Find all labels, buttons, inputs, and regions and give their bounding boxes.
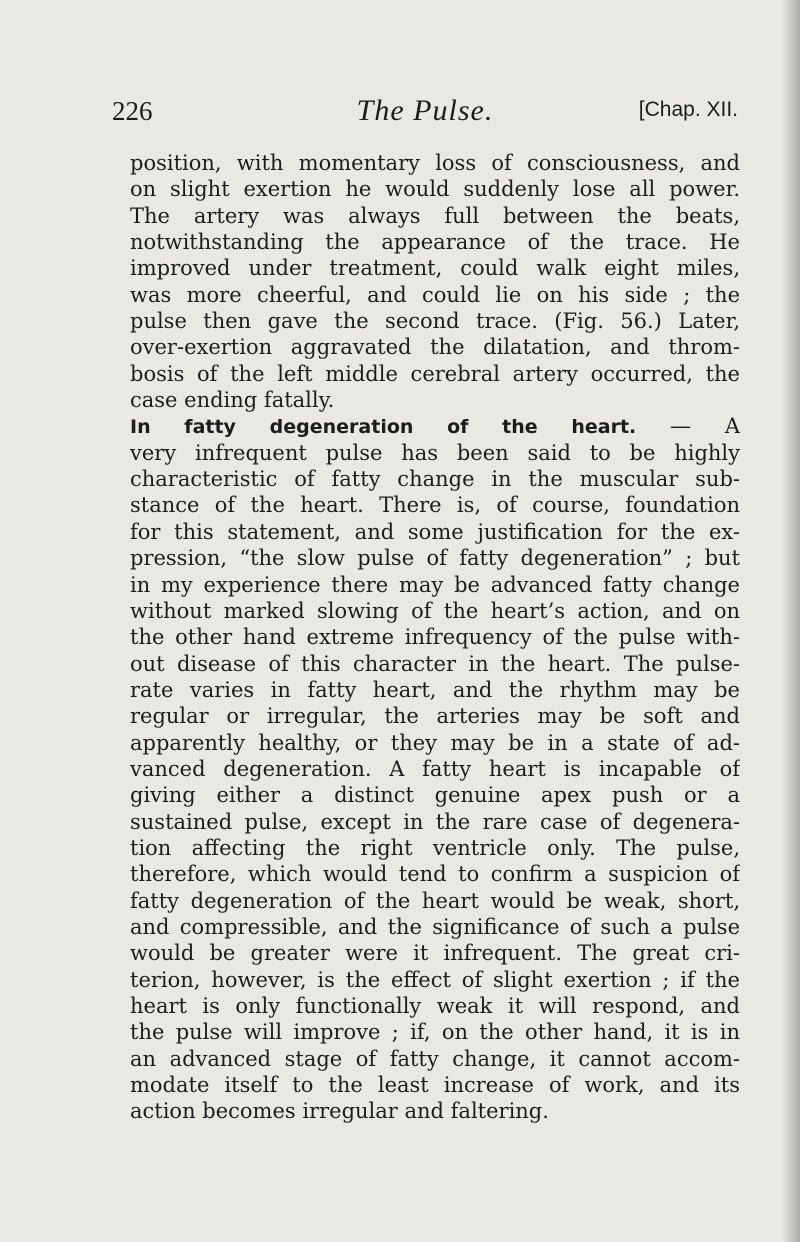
running-head bbox=[112, 96, 738, 136]
text-line: tion affecting the right ventricle only. The pulse, bbox=[130, 835, 740, 860]
text-line: out disease of this character in the heart. The pulse- bbox=[130, 651, 740, 676]
text-line: was more cheerful, and could lie on his side ; the bbox=[130, 282, 740, 307]
text-line: pulse then gave the second trace. (Fig. 56.) Later, bbox=[130, 309, 740, 334]
text-line: characteristic of fatty change in the muscular sub- bbox=[130, 467, 740, 492]
text-line: notwithstanding the appearance of the trace. He bbox=[130, 230, 740, 255]
text-line: position, with momentary loss of consciousness, and bbox=[130, 151, 740, 175]
text-line: the pulse will improve ; if, on the other hand, it is in bbox=[130, 1020, 740, 1045]
text-line: action becomes irregular and faltering. bbox=[130, 1099, 549, 1124]
text-line: the other hand extreme infrequency of the pulse with- bbox=[130, 625, 740, 650]
text-line: improved under treatment, could walk eight miles, bbox=[130, 256, 740, 281]
text-line: heart is only functionally weak it will respond, and bbox=[130, 994, 740, 1018]
text-line: bosis of the left middle cerebral artery occurred, the bbox=[130, 361, 740, 386]
page-number: 226 bbox=[112, 96, 153, 126]
text-line: case ending fatally. bbox=[130, 388, 335, 413]
text-line: sustained pulse, except in the rare case of degenera- bbox=[130, 809, 740, 834]
text-line: giving either a distinct genuine apex push or a bbox=[130, 783, 740, 808]
text-line: pression, “the slow pulse of fatty degeneration” ; but bbox=[130, 546, 740, 571]
text-line: apparently healthy, or they may be in a state of ad- bbox=[130, 730, 740, 755]
text-line: modate itself to the least increase of work, and its bbox=[130, 1073, 740, 1098]
text-line: vanced degeneration. A fatty heart is incapable of bbox=[130, 756, 740, 781]
running-title: The Pulse. bbox=[356, 94, 494, 127]
text-line: over-exertion aggravated the dilatation, and throm- bbox=[130, 335, 740, 360]
text-line: therefore, which would tend to confirm a suspicion of bbox=[130, 862, 740, 887]
text-line: without marked slowing of the heart’s action, and on bbox=[130, 598, 740, 623]
text-line: and compressible, and the significance of such a pulse bbox=[130, 914, 740, 939]
section-heading-line bbox=[130, 413, 740, 439]
text-line: rate varies in fatty heart, and the rhythm may be bbox=[130, 677, 740, 702]
text-line: an advanced stage of fatty change, it cannot accom- bbox=[130, 1046, 740, 1071]
text-line: terion, however, is the effect of slight exertion ; if the bbox=[130, 967, 740, 992]
text-line: fatty degeneration of the heart would be weak, short, bbox=[130, 888, 740, 913]
text-line: very infrequent pulse has been said to be highly bbox=[130, 440, 740, 465]
text-line: would be greater were it infrequent. The great cri- bbox=[130, 941, 740, 966]
chapter-label: [Chap. XII. bbox=[638, 98, 738, 121]
text-line: regular or irregular, the arteries may be soft and bbox=[130, 704, 740, 729]
section-heading: In fatty degeneration of the heart. bbox=[130, 416, 637, 439]
page-edge-shadow bbox=[782, 0, 800, 1242]
body-text bbox=[130, 150, 740, 1125]
text-line: on slight exertion he would suddenly lose all power. bbox=[130, 177, 740, 202]
text-line: for this statement, and some justification for the ex- bbox=[130, 519, 740, 544]
text-line: The artery was always full between the beats, bbox=[130, 203, 740, 228]
section-lead: — A bbox=[636, 414, 740, 439]
text-line: stance of the heart. There is, of course, foundation bbox=[130, 493, 740, 518]
text-line: in my experience there may be advanced fatty change bbox=[130, 572, 740, 597]
